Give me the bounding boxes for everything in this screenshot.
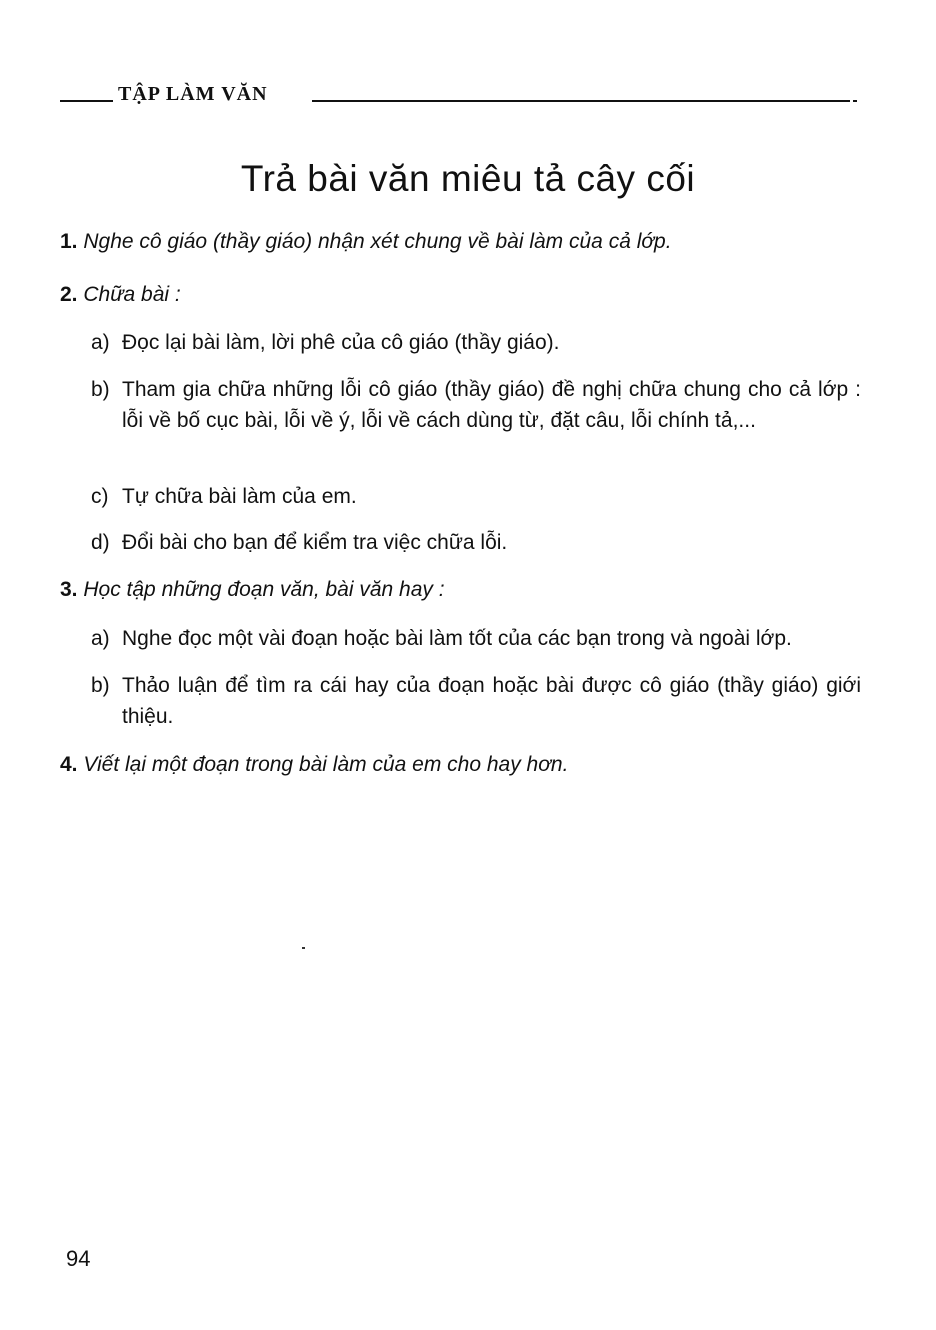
header-rule-tick xyxy=(853,100,857,102)
item-text: Tham gia chữa những lỗi cô giáo (thầy giáo) đề nghị chữa chung cho cả lớp : lỗi về bố cục bài, lỗi về ý, lỗi về cách dùng từ, đặt câu, lỗi chính tả,... xyxy=(122,378,861,432)
question-number: 4. xyxy=(60,753,78,776)
item-text: Thảo luận để tìm ra cái hay của đoạn hoặc bài được cô giáo (thầy giáo) giới thiệu. xyxy=(122,674,861,728)
item-marker: d) xyxy=(91,531,110,554)
question-text: Viết lại một đoạn trong bài làm của em cho hay hơn. xyxy=(83,753,569,776)
item-marker: a) xyxy=(91,627,110,650)
question-4 xyxy=(60,753,568,777)
list-item xyxy=(91,481,861,512)
page-number: 94 xyxy=(66,1246,91,1271)
lesson-title: Trả bài văn miêu tả cây cối xyxy=(240,158,696,199)
question-2 xyxy=(60,283,181,307)
question-1 xyxy=(60,230,672,254)
question-number: 3. xyxy=(60,578,78,601)
list-item xyxy=(91,670,861,732)
list-item xyxy=(91,374,861,436)
header-rule-right xyxy=(312,100,850,102)
item-text: Đổi bài cho bạn để kiểm tra việc chữa lỗi. xyxy=(122,531,508,554)
list-item xyxy=(91,327,861,358)
item-text: Đọc lại bài làm, lời phê của cô giáo (thầy giáo). xyxy=(122,331,560,354)
question-number: 2. xyxy=(60,283,78,306)
header-rule-left xyxy=(60,100,113,102)
item-marker: c) xyxy=(91,485,109,508)
list-item xyxy=(91,527,861,558)
section-header xyxy=(60,83,856,109)
print-speck xyxy=(302,947,305,949)
section-label: TẬP LÀM VĂN xyxy=(118,83,268,105)
item-text: Tự chữa bài làm của em. xyxy=(122,485,357,508)
question-text: Nghe cô giáo (thầy giáo) nhận xét chung về bài làm của cả lớp. xyxy=(83,230,672,253)
question-text: Học tập những đoạn văn, bài văn hay : xyxy=(83,578,445,601)
item-marker: b) xyxy=(91,674,110,697)
question-text: Chữa bài : xyxy=(83,283,181,306)
list-item xyxy=(91,623,861,654)
item-marker: b) xyxy=(91,378,110,401)
item-marker: a) xyxy=(91,331,110,354)
question-number: 1. xyxy=(60,230,78,253)
item-text: Nghe đọc một vài đoạn hoặc bài làm tốt của các bạn trong và ngoài lớp. xyxy=(122,627,792,650)
question-3 xyxy=(60,578,445,602)
